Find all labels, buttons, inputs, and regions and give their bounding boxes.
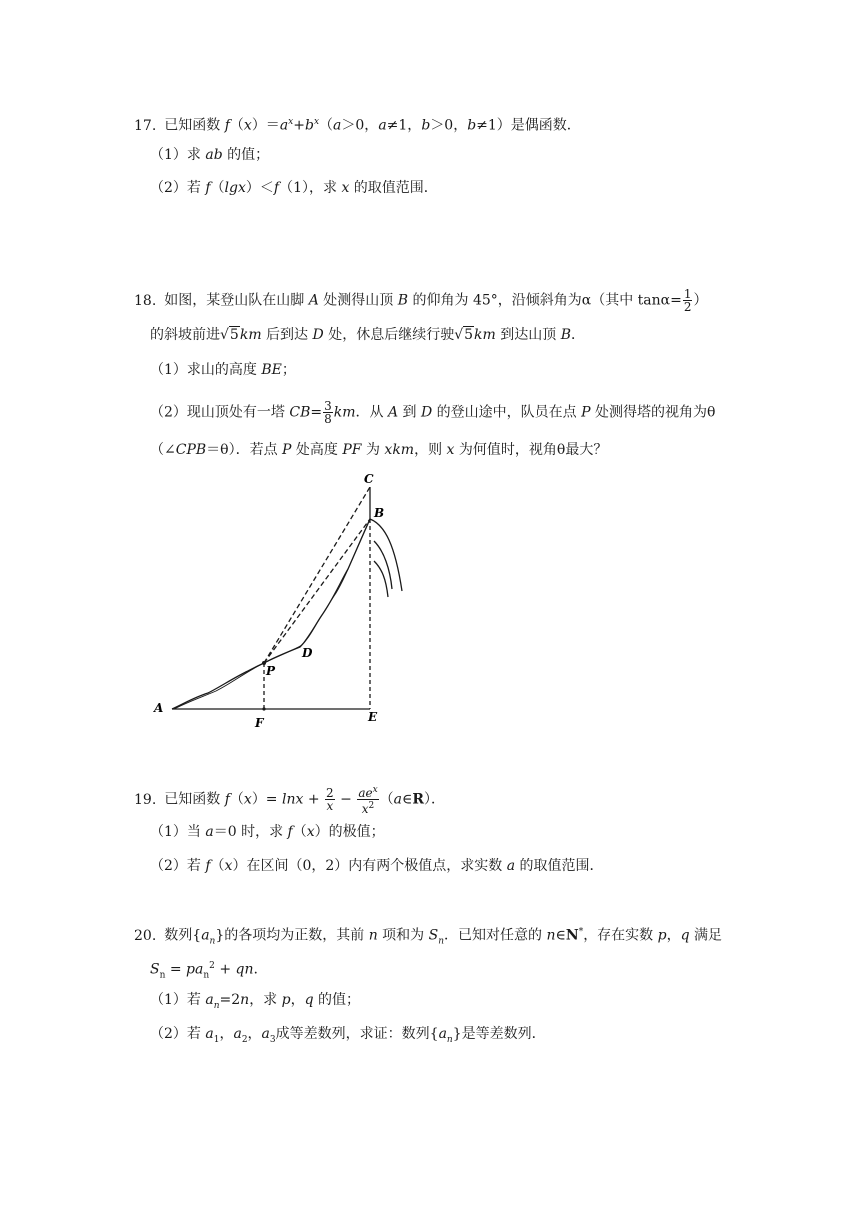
problem-17-stem: 17. 已知函数 $f(x)=a^x+b^x(a>0$，a≠1，b＞0，b≠1）是偶函数．: [134, 117, 581, 134]
problem-20-stem-line2: $S_n = pa_n^2$ + qn.: [150, 961, 258, 981]
problem-18-part2-line2: （∠CPB＝θ）．若点 P 处高度 PF 为 xkm，则 x 为何值时，视角θ最大？: [150, 442, 608, 458]
problem-20-stem-line1: 20. 数列$\{a_n\}$的各项均为正数，其前 n 项和为 $S_n$．已知对任意的 n∈N*，存在实数 p，q 满足: [134, 927, 723, 947]
problem-number: 20.: [134, 927, 157, 944]
problem-18-part2-line1: （2）现山顶处有一塔 CB= $\frac{3}{8}$ km．从 A 到 D 的登山途中，队员在点 P 处测得塔的视角为θ: [150, 399, 716, 426]
fraction: $\frac{ae^x}{x^2}$: [358, 785, 378, 816]
problem-20-part2: （2）若 $a_1$，$a_2$，$a_3$成等差数列，求证：数列$\{a_n\}$是等差数列．: [150, 1026, 546, 1045]
label-b: B: [374, 506, 385, 520]
slope-path-2: [174, 519, 370, 709]
problem-number: 17.: [134, 117, 157, 134]
label-a: A: [154, 701, 164, 715]
problem-number: 19.: [134, 791, 157, 808]
label-d: D: [302, 646, 313, 660]
label-p: P: [266, 664, 276, 678]
fraction: $\frac{3}{8}$: [324, 399, 332, 426]
problem-18-stem-line2: 的斜坡前进√5km 后到达 D 处，休息后继续行驶√5km 到达山顶 B．: [150, 327, 586, 343]
mountain-curve-3: [374, 561, 388, 597]
problem-19-stem: 19. 已知函数 f（x）= lnx + $\frac{2}{x}$ − $\frac{ae^x}{x^2}$ （a∈R）．: [134, 785, 446, 816]
point-f: [262, 707, 265, 710]
pb-line: [264, 519, 370, 663]
label-e: E: [368, 710, 378, 724]
problem-20-part1: （1）若 $a_n=2n$，求 p，q 的值；: [150, 992, 361, 1011]
pc-line: [264, 487, 370, 663]
problem-19-part2: （2）若 f（x）在区间（0，2）内有两个极值点，求实数 a 的取值范围．: [150, 858, 604, 874]
mountain-curve-1: [370, 519, 402, 591]
problem-18-part1: （1）求山的高度 BE；: [150, 362, 296, 378]
label-c: C: [364, 472, 374, 486]
problem-17-part1: （1）求 ab 的值；: [150, 147, 270, 163]
mountain-figure: [140, 465, 420, 755]
problem-number: 18.: [134, 292, 157, 309]
fraction: $\frac{2}{x}$: [326, 786, 334, 813]
problem-18-stem-line1: 18. 如图，某登山队在山脚 A 处测得山顶 B 的仰角为 45°，沿倾斜角为α（其中 tanα= $\frac{1}{2}$ ）: [134, 287, 708, 314]
problem-19-part1: （1）当 a＝0 时，求 f（x）的极值；: [150, 824, 385, 840]
slope-path: [172, 519, 370, 709]
label-f: F: [255, 716, 264, 730]
fraction: $\frac{1}{2}$: [683, 287, 692, 314]
problem-17-part2: （2）若 f（lgx）＜f（1），求 x 的取值范围．: [150, 180, 438, 196]
